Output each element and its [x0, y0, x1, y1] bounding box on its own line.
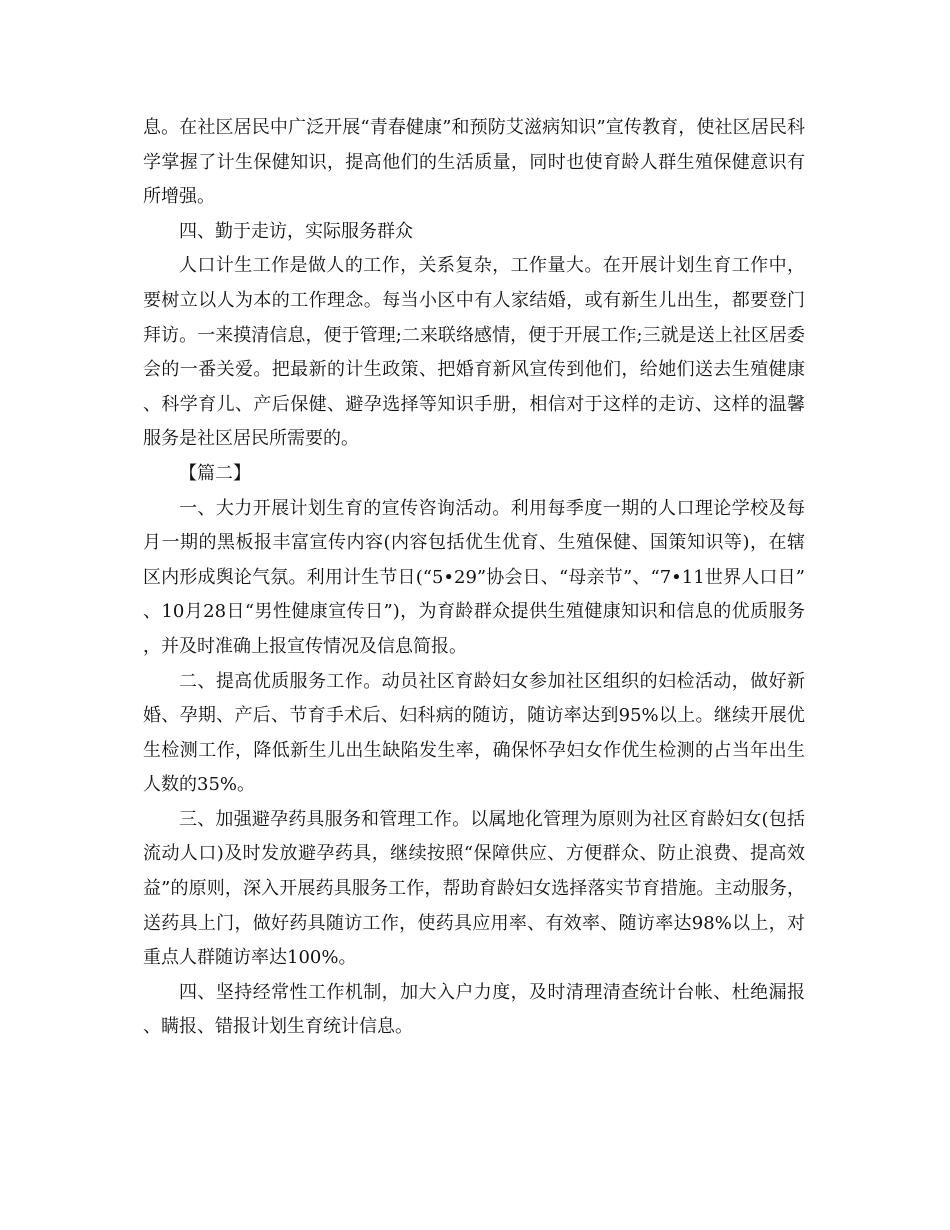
- paragraph-statistics: 四、坚持经常性工作机制，加大入户力度，及时清理清查统计台帐、杜绝漏报、瞒报、错报计划生育统计信息。: [143, 981, 805, 1038]
- paragraph-contraceptive-service: 三、加强避孕药具服务和管理工作。以属地化管理为原则为社区育龄妇女(包括流动人口)及时发放避孕药具，继续按照“保障供应、方便群众、防止浪费、提高效益”的原则，深入开展药具服务工作，帮助育龄妇女选择落实节育措施。主动服务，送药具上门，做好药具随访工作，使药具应用率、有效率、随访率达98%以上，对重点人群随访率达100%。: [143, 808, 805, 969]
- section-heading-part-two: 【篇二】: [179, 462, 251, 484]
- paragraph-publicity: 一、大力开展计划生育的宣传咨询活动。利用每季度一期的人口理论学校及每月一期的黑板报丰富宣传内容(内容包括优生优育、生殖保健、国策知识等)，在辖区内形成舆论气氛。利用计生节日(“5•29”协会日、“母亲节”、“7•11世界人口日”、10月28日“男性健康宣传日”)，为育龄群众提供生殖健康知识和信息的优质服务，并及时准确上报宣传情况及信息简报。: [143, 497, 805, 657]
- paragraph-health-education: 息。在社区居民中广泛开展“青春健康”和预防艾滋病知识”宣传教育，使社区居民科学掌握了计生保健知识，提高他们的生活质量，同时也使育龄人群生殖保健意识有所增强。: [143, 117, 805, 208]
- paragraph-home-visits: 人口计生工作是做人的工作，关系复杂，工作量大。在开展计划生育工作中，要树立以人为本的工作理念。每当小区中有人家结婚，或有新生儿出生，都要登门拜访。一来摸清信息，便于管理;二来联络感情，便于开展工作;三就是送上社区居委会的一番关爱。把最新的计生政策、把婚育新风宣传到他们，给她们送去生殖健康、科学育儿、产后保健、避孕选择等知识手册，相信对于这样的走访、这样的温馨服务是社区居民所需要的。: [143, 255, 805, 450]
- document-body: [143, 111, 805, 1045]
- section-heading-visits: 四、勤于走访，实际服务群众: [179, 220, 413, 242]
- paragraph-quality-service: 二、提高优质服务工作。动员社区育龄妇女参加社区组织的妇检活动，做好新婚、孕期、产后、节育手术后、妇科病的随访，随访率达到95%以上。继续开展优生检测工作，降低新生儿出生缺陷发生率，确保怀孕妇女作优生检测的占当年出生人数的35%。: [143, 670, 805, 796]
